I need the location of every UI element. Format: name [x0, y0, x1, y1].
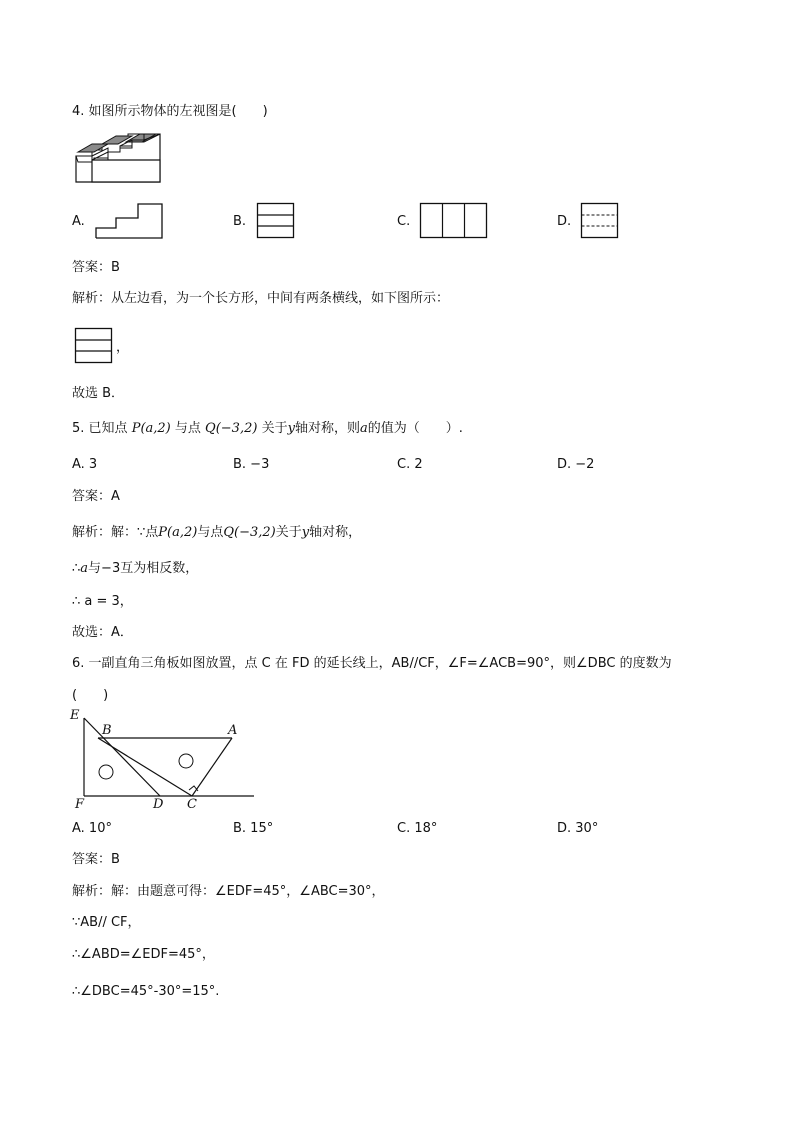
q6-label-d: D — [153, 797, 164, 812]
q6-step1: ∵AB// CF， — [72, 915, 141, 930]
q5-analysis: 解析：解：∵点P(a,2)与点Q(−3,2)关于y轴对称， — [72, 525, 362, 540]
q6-analysis: 解析：解：由题意可得：∠EDF=45°，∠ABC=30°， — [72, 884, 385, 899]
q6-label-c: C — [187, 797, 197, 812]
q4-stem: 4. 如图所示物体的左视图是( ) — [72, 104, 268, 119]
q6-stem-bracket: ( ) — [72, 688, 109, 703]
q6-option-d: D. 30° — [557, 821, 599, 836]
q5-option-a: A. 3 — [72, 457, 98, 472]
q5-answer: 答案：A — [72, 489, 120, 504]
q6-option-a: A. 10° — [72, 821, 112, 836]
q6-stem: 6. 一副直角三角板如图放置，点 C 在 FD 的延长线上，AB//CF，∠F=∠ACB=90°，则∠DBC 的度数为 — [72, 656, 672, 671]
q4-option-c-figure — [419, 202, 489, 240]
q6-step3: ∴∠DBC=45°-30°=15°. — [72, 984, 220, 999]
q5-step2: ∴ a = 3， — [72, 594, 133, 609]
q4-staircase-figure — [74, 132, 164, 186]
q4-option-a-figure — [94, 202, 164, 240]
q6-label-a: A — [228, 723, 238, 738]
q4-option-d-label: D. — [557, 214, 572, 229]
q4-comma: ， — [116, 340, 130, 355]
q6-label-b: B — [102, 723, 112, 738]
q5-stem: 5. 已知点 P(a,2) 与点 Q(−3,2) 关于y轴对称，则a的值为（ ）. — [72, 421, 463, 436]
q4-option-d-figure — [580, 202, 620, 240]
q6-step2: ∴∠ABD=∠EDF=45°， — [72, 947, 215, 962]
q5-step1: ∴a与−3互为相反数， — [72, 561, 199, 576]
q5-option-c: C. 2 — [397, 457, 423, 472]
q4-option-b-figure — [256, 202, 296, 240]
q4-conclusion: 故选 B． — [72, 386, 125, 401]
q6-label-f: F — [75, 797, 85, 812]
q6-option-b: B. 15° — [233, 821, 274, 836]
q4-option-c-label: C. — [397, 214, 411, 229]
q6-label-e: E — [70, 708, 80, 723]
q4-option-a-label: A. — [72, 214, 85, 229]
q6-option-c: C. 18° — [397, 821, 438, 836]
q4-analysis-figure — [74, 327, 114, 365]
q4-analysis: 解析：从左边看，为一个长方形，中间有两条横线，如下图所示： — [72, 291, 450, 306]
q5-conclusion: 故选：A． — [72, 625, 133, 640]
q6-answer: 答案：B — [72, 852, 120, 867]
q5-option-b: B. −3 — [233, 457, 270, 472]
q5-option-d: D. −2 — [557, 457, 595, 472]
q4-answer: 答案：B — [72, 260, 120, 275]
q4-option-b-label: B. — [233, 214, 247, 229]
